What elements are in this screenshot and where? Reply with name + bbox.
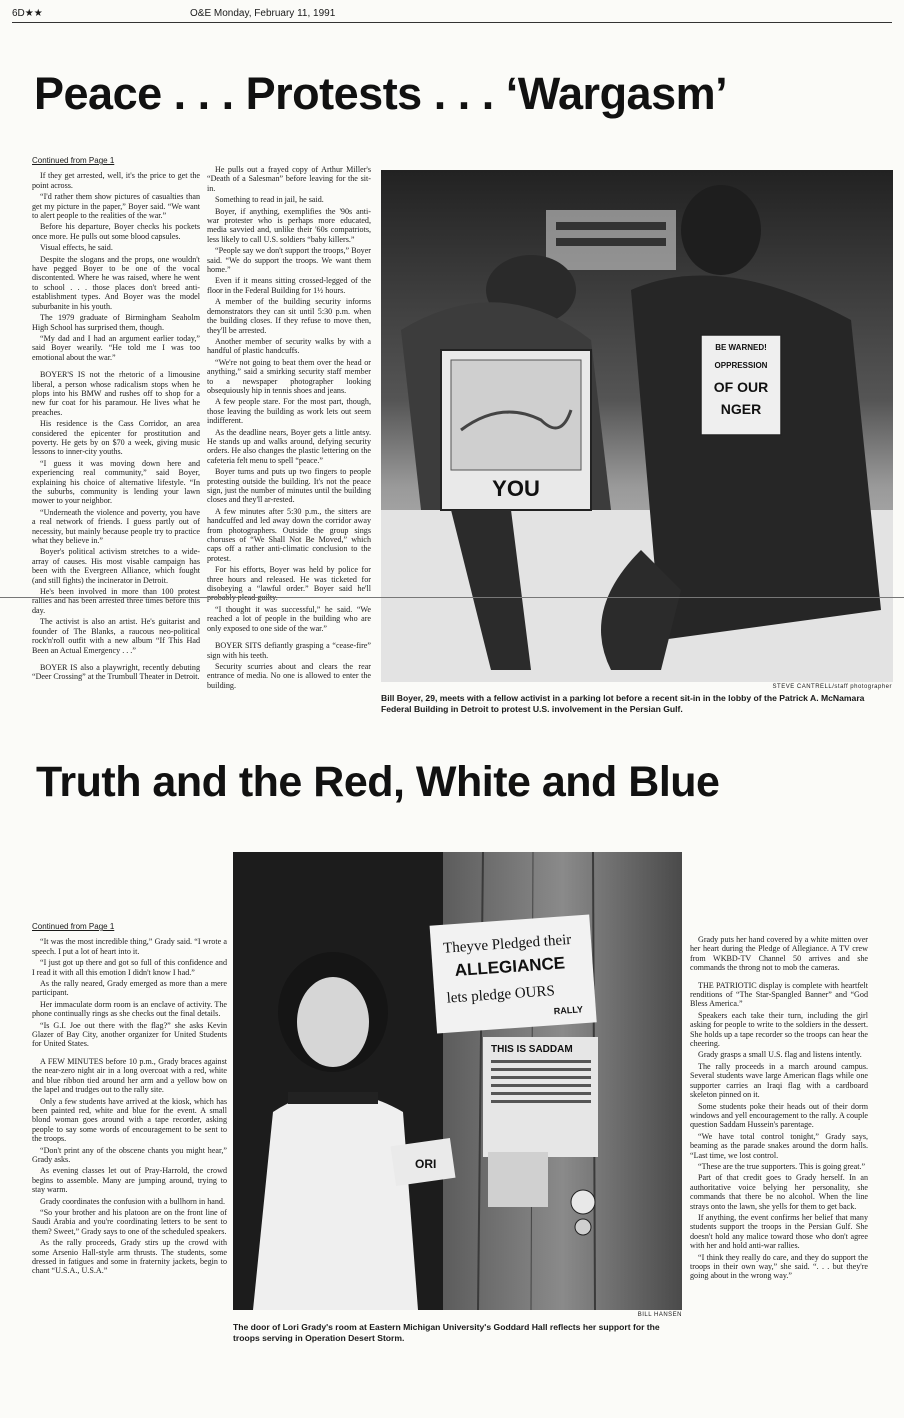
paragraph: “I'd rather them show pictures of casualties than get my picture in the paper,” Boyer said. “We want to alert people to the realities of the war.” bbox=[32, 192, 200, 221]
paragraph: If anything, the event confirms her belief that many students support the troops in the Persian Gulf. She doesn't hold any malice toward those who don't agree with her and hold anti-war rallies. bbox=[690, 1212, 868, 1251]
paragraph: Speakers each take their turn, including the girl asking for people to write to the soldiers in the dessert. She holds up a tape recorder so the troops can hear the cheering. bbox=[690, 1010, 868, 1049]
story2-continued: Continued from Page 1 bbox=[32, 922, 115, 931]
paragraph: A FEW MINUTES before 10 p.m., Grady braces against the near-zero night air in a long overcoat with a red, white and blue ribbon tied around her arm and a yellow bow on the lapel and trudges out to the rally site. bbox=[32, 1056, 227, 1095]
dateline: O&E Monday, February 11, 1991 bbox=[190, 8, 336, 19]
paragraph: “Underneath the violence and poverty, you have a real network of friends. I guess partly out of necessity, but mainly because people try to practice what they believe in.” bbox=[32, 507, 200, 546]
poster-line-2: ALLEGIANCE bbox=[454, 953, 566, 981]
sign-warned-text: BE WARNED! bbox=[715, 343, 767, 352]
paragraph: “It was the most incredible thing,” Grady said. “I wrote a speech. I put a lot of heart into it. bbox=[32, 937, 227, 956]
paragraph: As the rally proceeds, Grady stirs up the crowd with some Arsenio Hall-style arm thrusts. The students, some dressed in fatigues and some in fraternity jackets, begin to chant “U.S.A., U.S.A.” bbox=[32, 1238, 227, 1276]
story1-photo bbox=[381, 170, 893, 682]
paragraph: THE PATRIOTIC display is complete with heartfelt renditions of “The Star-Spangled Banner” and “God Bless America.” bbox=[690, 980, 868, 1009]
paragraph: BOYER IS also a playwright, recently debuting “Deer Crossing” at the Trumbull Theater in Detroit. bbox=[32, 662, 200, 682]
flyer-title: THIS IS SADDAM bbox=[491, 1044, 573, 1055]
paragraph: “I thought it was successful,” he said. “We reached a lot of people in the building who are only exposed to one side of the war.” bbox=[207, 604, 371, 633]
header-rule bbox=[12, 22, 892, 23]
sign-nger-text: NGER bbox=[720, 401, 762, 417]
activists-photo-illustration bbox=[381, 170, 893, 682]
paragraph: “Don't print any of the obscene chants you might hear,” Grady asks. bbox=[32, 1145, 227, 1164]
paragraph: If they get arrested, well, it's the price to get the point across. bbox=[32, 171, 200, 190]
sign-our-text: OF OUR bbox=[713, 379, 769, 395]
paragraph: Boyer, if anything, exemplifies the '90s anti-war protester who is perhaps more educated, media savvied and, unlike their '60s compatriots, less likely to call U.S. soldiers “baby killers.” bbox=[207, 206, 371, 244]
poster-line-1: Theyve Pledged their bbox=[442, 931, 572, 957]
paragraph: Despite the slogans and the props, one wouldn't have pegged Boyer to be one of the vocal discontented. Where he was raised, where he went to school . . . those places don't breed anti-establishment types. And Boyer was the model suburbanite in his youth. bbox=[32, 254, 200, 311]
paragraph: “I guess it was moving down here and experiencing real community,” said Boyer, explaining his choice of alternative lifestyle. “In the suburbs, community is lending your lawn mower to your neighbor. bbox=[32, 458, 200, 506]
paragraph: “We're not going to beat them over the head or anything,” said a smirking security staff member to a newspaper photographer looking obsequiously hip in tennis shoes and jeans. bbox=[207, 357, 371, 395]
poster-line-3: lets pledge OURS bbox=[446, 983, 556, 1007]
dorm-door-photo-illustration bbox=[233, 852, 682, 1310]
paragraph: For his efforts, Boyer was held by police for three hours and released. He was ticketed for disobeying a “lawful order.” Boyer said he'll probably plead guilty. bbox=[207, 565, 371, 603]
poster-rally: RALLY bbox=[553, 1004, 584, 1017]
paragraph: “People say we don't support the troops,” Boyer said. “We do support the troops. We want them home.” bbox=[207, 246, 371, 275]
story2-photo-credit: BILL HANSEN bbox=[637, 1312, 682, 1318]
paragraph: Even if it means sitting crossed-legged of the floor in the Federal Building for 1½ hours. bbox=[207, 276, 371, 295]
sign-you-text: YOU bbox=[492, 476, 540, 501]
story1-continued: Continued from Page 1 bbox=[32, 156, 115, 165]
paragraph: “I think they really do care, and they do support the troops in their own way,” she said. “. . . but they're going about in the wrong way.” bbox=[690, 1252, 868, 1281]
story1-caption: Bill Boyer, 29, meets with a fellow activist in a parking lot before a recent sit-in in the lobby of the Patrick A. McNamara Federal Building in Detroit to protest U.S. involvement in the Persian Gulf. bbox=[381, 693, 865, 714]
paragraph: Visual effects, he said. bbox=[40, 243, 113, 253]
story1-headline: Peace . . . Protests . . . ‘Wargasm’ bbox=[34, 68, 728, 119]
paragraph: Only a few students have arrived at the kiosk, which has been painted red, white and blue for the event. A small blond woman goes around with a tape recorder, asking people to say some words of encouragement to be sent to the troops. bbox=[32, 1096, 227, 1144]
paragraph: BOYER'S IS not the rhetoric of a limousine liberal, a person whose radicalism stops when he plops into his BMW and rushes off to shop for a new fur coat for his paramour. He lives what he preaches. bbox=[32, 370, 200, 417]
paragraph: Something to read in jail, he said. bbox=[215, 195, 324, 205]
paragraph: “My dad and I had an argument earlier today,” said Boyer wearily. “He told me I was too emotional about the war.” bbox=[32, 333, 200, 362]
paragraph: Some students poke their heads out of their dorm windows and yell encouragement to the rally. A couple question Saddam Hussein's parentage. bbox=[690, 1101, 868, 1130]
page-fold-line bbox=[0, 597, 904, 598]
page-marker: 6D★★ bbox=[12, 8, 43, 19]
paragraph: “I just got up there and got so full of this confidence and I read it with all this emotion I didn't know I had.” bbox=[32, 958, 227, 977]
paragraph: Grady puts her hand covered by a white mitten over her heart during the Pledge of Allegiance. A TV crew from WKBD-TV Channel 50 arrives and she commands the throng not to mob the cameras. bbox=[690, 935, 868, 973]
paragraph: Part of that credit goes to Grady herself. In an authoritative voice belying her personality, she commands that there be no alcohol. When the line strays onto the lawn, she yells for them to get back. bbox=[690, 1173, 868, 1211]
paragraph: He's been involved in more than 100 protest rallies and has been arrested three times before this day. bbox=[32, 587, 200, 615]
paragraph: Another member of security walks by with a handful of plastic handcuffs. bbox=[207, 336, 371, 356]
paragraph: BOYER SITS defiantly grasping a “cease-fire” sign with his teeth. bbox=[207, 641, 371, 660]
story2-column-2 bbox=[690, 935, 868, 1320]
door-sign-text: ORI bbox=[415, 1157, 437, 1171]
paragraph: A member of the building security informs demonstrators they can sit until 5:30 p.m. when the building closes. If they refuse to move then, they'll be arrested. bbox=[207, 297, 371, 335]
paragraph: Her immaculate dorm room is an enclave of activity. The phone continually rings as she checks out the final details. bbox=[32, 999, 227, 1019]
paragraph: “These are the true supporters. This is going great.” bbox=[698, 1161, 866, 1171]
paragraph: His residence is the Cass Corridor, an area considered the epicenter for prostitution and poverty. He gets by on $70 a week, giving music lessons to inner-city youths. bbox=[32, 419, 200, 457]
story2-photo bbox=[233, 852, 682, 1310]
sign-oppression-text: OPPRESSION bbox=[714, 361, 768, 370]
paragraph: Before his departure, Boyer checks his pockets once more. He pulls out some blood capsules. bbox=[32, 222, 200, 241]
story1-column-1 bbox=[32, 156, 200, 712]
story2-headline: Truth and the Red, White and Blue bbox=[36, 758, 720, 806]
paragraph: “So your brother and his platoon are on the front line of Saudi Arabia and you're coordinating letters to be sent to them? Sweet,” Grady says to one of the scheduled speakers. bbox=[32, 1207, 227, 1236]
paragraph: As evening classes let out of Pray-Harrold, the crowd begins to assemble. Many are jumping around, trying to stay warm. bbox=[32, 1166, 227, 1195]
paragraph: Boyer turns and puts up two fingers to people protesting outside the building. It's not the peace sign, just the number of minutes until the building closes and they'll ar-rested. bbox=[207, 467, 371, 505]
paragraph: As the rally neared, Grady emerged as more than a mere participant. bbox=[32, 979, 227, 998]
story2-column-1 bbox=[32, 922, 227, 1297]
paragraph: The 1979 graduate of Birmingham Seaholm High School has surprised them, though. bbox=[32, 313, 200, 332]
paragraph: Security scurries about and clears the rear entrance of media. No one is allowed to enter the building. bbox=[207, 661, 371, 690]
paragraph: Grady grasps a small U.S. flag and listens intently. bbox=[698, 1050, 862, 1060]
paragraph: A few minutes after 5:30 p.m., the sitters are handcuffed and led away down the corridor away from photographers. Outside the group sings choruses of “We Shall Not Be Moved,” which caps off a rather anti-climatic conclusion to the protest. bbox=[207, 506, 371, 563]
paragraph: The activist is also an artist. He's guitarist and founder of The Blanks, a raucous neo-political rock'n'roll outfit with a new album “If This Had Been an Actual Emergency . . .” bbox=[32, 617, 200, 655]
story1-photo-credit: STEVE CANTRELL/staff photographer bbox=[772, 684, 892, 690]
paragraph: Grady coordinates the confusion with a bullhorn in hand. bbox=[40, 1196, 225, 1206]
paragraph: As the deadline nears, Boyer gets a little antsy. He stands up and walks around, defying security orders. He also changes the plastic lettering on the cafeteria felt menu to spell “peace.” bbox=[207, 427, 371, 465]
story2-caption: The door of Lori Grady's room at Eastern Michigan University's Goddard Hall reflects her support for the troops serving in Operation Desert Storm. bbox=[233, 1322, 660, 1343]
story1-column-2 bbox=[207, 165, 371, 712]
paragraph: Boyer's political activism stretches to a wide-array of causes. His most visable campaign has been with the Evergreen Alliance, which fought (and still fights) the incinerator in Detroit. bbox=[32, 547, 200, 585]
paragraph: “We have total control tonight,” Grady says, beaming as the parade snakes around the dorm halls. “Last time, we lost control. bbox=[690, 1131, 868, 1160]
paragraph: He pulls out a frayed copy of Arthur Miller's “Death of a Salesman” before leaving for the sit-in. bbox=[207, 165, 371, 193]
paragraph: A few people stare. For the most part, though, those leaving the building as work lets out seem indifferent. bbox=[207, 397, 371, 426]
paragraph: “Is G.I. Joe out there with the flag?” she asks Kevin Glazer of Bay City, another organizer for United Students for United States. bbox=[32, 1020, 227, 1049]
paragraph: The rally proceeds in a march around campus. Several students wave large American flags while one supporter carries an Iraqi flag with a cardboard skeleton pinned on it. bbox=[690, 1061, 868, 1100]
